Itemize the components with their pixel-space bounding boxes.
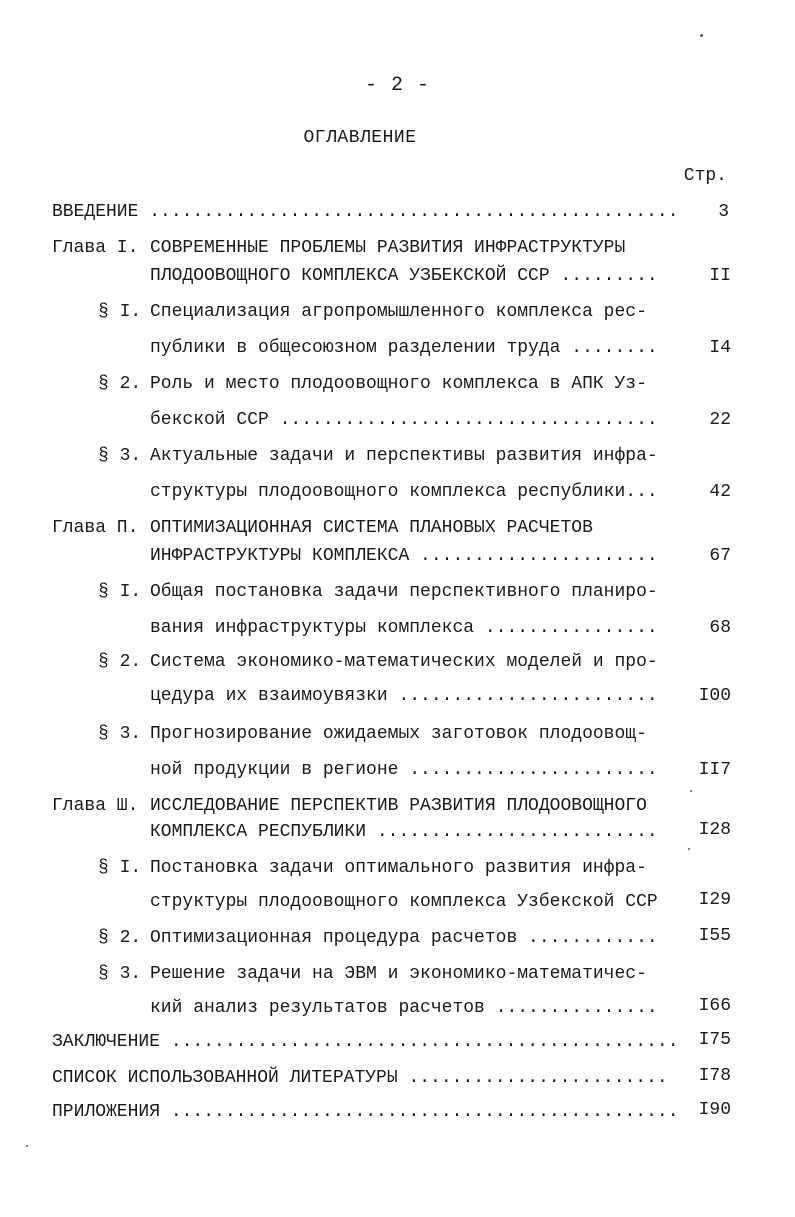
page-column-header: Стр. xyxy=(683,166,727,186)
toc-entry-ch2-sec-2-line-2[interactable]: цедура их взаимоувязки ........................ xyxy=(150,686,658,706)
toc-entry-ch1-sec-3-line-2[interactable]: структуры плодоовощного комплекса республики... xyxy=(150,482,658,502)
toc-entry-bibliography[interactable]: СПИСОК ИСПОЛЬЗОВАННОЙ ЛИТЕРАТУРЫ ........................ xyxy=(52,1068,668,1088)
toc-entry-ch2-sec-2-line-1[interactable]: Система экономико-математических моделей и про- xyxy=(150,652,658,672)
toc-entry-chapter-2-line-1[interactable]: ОПТИМИЗАЦИОННАЯ СИСТЕМА ПЛАНОВЫХ РАСЧЕТОВ xyxy=(150,518,593,538)
toc-entry-introduction[interactable]: ВВЕДЕНИЕ ................................................. xyxy=(52,202,679,222)
toc-page-appendices: I90 xyxy=(698,1100,731,1120)
toc-entry-ch3-sec-2-line-1[interactable]: Оптимизационная процедура расчетов ............ xyxy=(150,928,658,948)
toc-entry-ch1-sec-2-line-2[interactable]: бекской ССР ................................... xyxy=(150,410,658,430)
toc-page-ch2-sec-1: 68 xyxy=(709,618,731,638)
toc-page-conclusion: I75 xyxy=(698,1030,731,1050)
toc-label-ch1-sec-3: § 3. xyxy=(98,446,142,466)
toc-entry-chapter-1-line-2[interactable]: ПЛОДООВОЩНОГО КОМПЛЕКСА УЗБЕКСКОЙ ССР ......... xyxy=(150,266,658,286)
toc-entry-ch2-sec-3-line-1[interactable]: Прогнозирование ожидаемых заготовок плодоовощ- xyxy=(150,724,647,744)
toc-page-chapter-3: I28 xyxy=(698,820,731,840)
toc-page-ch1-sec-2: 22 xyxy=(709,410,731,430)
toc-label-ch3-sec-3: § 3. xyxy=(98,964,142,984)
toc-label-ch2-sec-3: § 3. xyxy=(98,724,142,744)
scan-speck xyxy=(700,34,703,37)
toc-entry-ch3-sec-3-line-2[interactable]: кий анализ результатов расчетов ............... xyxy=(150,998,658,1018)
toc-page-chapter-2: 67 xyxy=(709,546,731,566)
scan-speck xyxy=(688,848,690,850)
scan-speck xyxy=(690,790,692,792)
toc-entry-ch3-sec-1-line-1[interactable]: Постановка задачи оптимального развития инфра- xyxy=(150,858,647,878)
toc-entry-chapter-2-line-2[interactable]: ИНФРАСТРУКТУРЫ КОМПЛЕКСА ...................... xyxy=(150,546,658,566)
toc-label-ch3-sec-1: § I. xyxy=(98,858,142,878)
toc-label-chapter-1: Глава I. xyxy=(52,238,139,258)
toc-label-ch1-sec-1: § I. xyxy=(98,302,142,322)
toc-label-ch2-sec-1: § I. xyxy=(98,582,142,602)
toc-entry-chapter-1-line-1[interactable]: СОВРЕМЕННЫЕ ПРОБЛЕМЫ РАЗВИТИЯ ИНФРАСТРУКТУРЫ xyxy=(150,238,626,258)
toc-label-chapter-2: Глава П. xyxy=(52,518,139,538)
toc-label-ch3-sec-2: § 2. xyxy=(98,928,142,948)
toc-entry-appendices[interactable]: ПРИЛОЖЕНИЯ ............................................... xyxy=(52,1102,679,1122)
toc-page-ch3-sec-3: I66 xyxy=(698,996,731,1016)
toc-entry-ch1-sec-1-line-1[interactable]: Специализация агропромышленного комплекса рес- xyxy=(150,302,647,322)
toc-page-ch2-sec-2: I00 xyxy=(698,686,731,706)
page-number: - 2 - xyxy=(364,74,430,97)
toc-page-ch1-sec-1: I4 xyxy=(709,338,731,358)
toc-label-chapter-3: Глава Ш. xyxy=(52,796,139,816)
toc-page-introduction: 3 xyxy=(718,202,729,222)
toc-label-ch2-sec-2: § 2. xyxy=(98,652,142,672)
toc-entry-ch1-sec-3-line-1[interactable]: Актуальные задачи и перспективы развития инфра- xyxy=(150,446,658,466)
toc-page-ch2-sec-3: II7 xyxy=(698,760,731,780)
toc-entry-chapter-3-line-2[interactable]: КОМПЛЕКСА РЕСПУБЛИКИ .......................... xyxy=(150,822,658,842)
toc-entry-ch1-sec-2-line-1[interactable]: Роль и место плодоовощного комплекса в АПК Уз- xyxy=(150,374,647,394)
toc-entry-ch2-sec-1-line-2[interactable]: вания инфраструктуры комплекса ................ xyxy=(150,618,658,638)
toc-entry-conclusion[interactable]: ЗАКЛЮЧЕНИЕ ............................................... xyxy=(52,1032,679,1052)
toc-page-chapter-1: II xyxy=(709,266,731,286)
scan-speck xyxy=(26,1145,28,1147)
toc-page-ch1-sec-3: 42 xyxy=(709,482,731,502)
toc-entry-ch2-sec-3-line-2[interactable]: ной продукции в регионе ....................... xyxy=(150,760,658,780)
toc-page-ch3-sec-1: I29 xyxy=(698,890,731,910)
toc-page-ch3-sec-2: I55 xyxy=(698,926,731,946)
toc-title: ОГЛАВЛЕНИЕ xyxy=(303,128,417,148)
toc-entry-ch1-sec-1-line-2[interactable]: публики в общесоюзном разделении труда ........ xyxy=(150,338,658,358)
toc-entry-ch3-sec-3-line-1[interactable]: Решение задачи на ЭВМ и экономико-математичес- xyxy=(150,964,647,984)
toc-label-ch1-sec-2: § 2. xyxy=(98,374,142,394)
toc-page-bibliography: I78 xyxy=(698,1066,731,1086)
toc-entry-chapter-3-line-1[interactable]: ИССЛЕДОВАНИЕ ПЕРСПЕКТИВ РАЗВИТИЯ ПЛОДООВОЩНОГО xyxy=(150,796,647,816)
toc-entry-ch3-sec-1-line-2[interactable]: структуры плодоовощного комплекса Узбекской ССР xyxy=(150,892,658,912)
toc-entry-ch2-sec-1-line-1[interactable]: Общая постановка задачи перспективного планиро- xyxy=(150,582,658,602)
